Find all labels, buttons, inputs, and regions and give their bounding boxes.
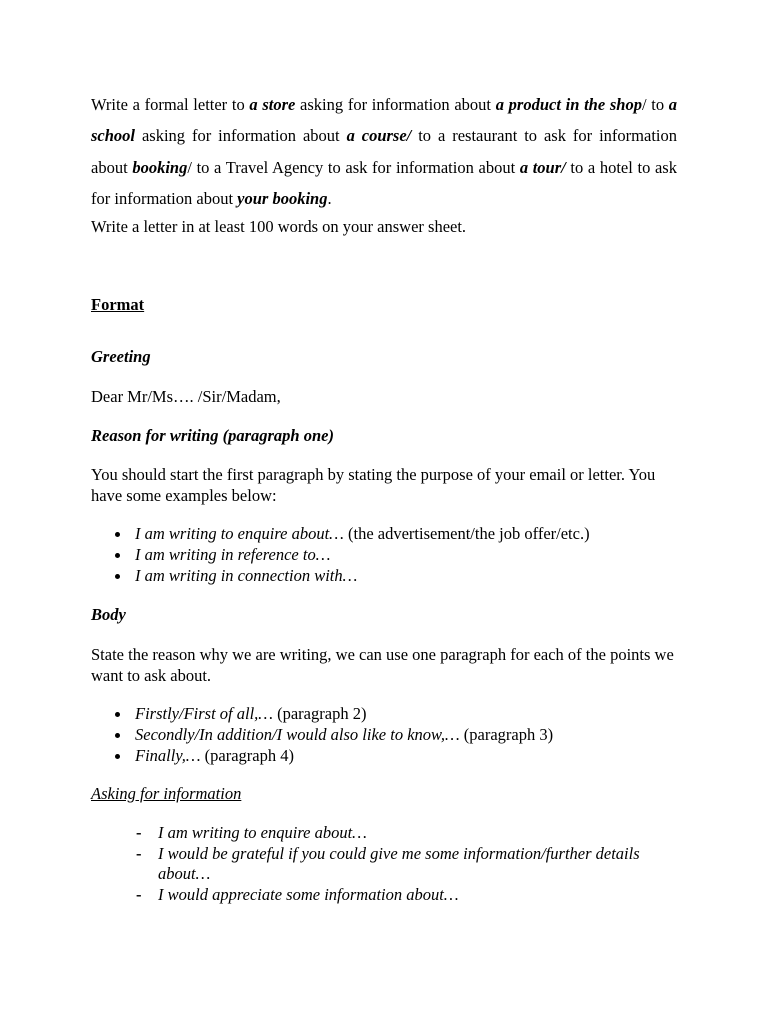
list-item: - I am writing to enquire about… [136,823,367,842]
bullet-icon [115,754,120,759]
prompt-keyword: a product in the shop [495,95,642,114]
prompt-keyword: a tour/ [519,157,566,177]
body-list [115,704,553,766]
prompt-keyword: your booking [237,188,328,208]
prompt-keyword: a school [91,95,678,146]
body-text: State the reason why we are writing, we can use one paragraph for each of the points we want to ask about. [91,645,674,685]
bullet-icon [115,733,120,738]
greeting-heading: Greeting [91,347,151,366]
reason-heading: Reason for writing (paragraph one) [91,426,334,445]
list-item: I am writing in connection with… [115,566,590,587]
dash-marker: - [136,884,142,904]
format-heading: Format [91,295,145,314]
list-item: Firstly/First of all,… (paragraph 2) [115,704,553,725]
list-item: Finally,… (paragraph 4) [115,746,553,767]
task-prompt [91,89,677,214]
prompt-text: asking for information about [295,95,496,114]
prompt-text: / to [641,95,669,114]
prompt-text: asking for information about [135,126,347,146]
list-item: I am writing to enquire about… (the advertisement/the job offer/etc.) [115,524,590,545]
list-item: - I would appreciate some information about… [136,884,459,904]
prompt-keyword: a course/ [346,126,412,146]
prompt-text: Write a formal letter to [91,95,250,114]
prompt-keyword: booking [132,157,188,177]
list-item: I am writing in reference to… [115,545,590,566]
asking-list [136,823,676,905]
greeting-text: Dear Mr/Ms…. /Sir/Madam, [91,387,281,406]
asking-heading: Asking for information [91,784,242,803]
dash-marker: - [136,823,142,842]
bullet-icon [115,574,120,579]
prompt-keyword: a store [249,95,296,114]
bullet-icon [115,712,120,717]
bullet-icon [115,532,120,537]
reason-list [115,524,590,586]
reason-text: You should start the first paragraph by stating the purpose of your email or letter. You have some examples below: [91,465,656,505]
prompt-text: to a hotel to ask for information about [91,157,677,208]
prompt-text: / to a Travel Agency to ask for information about [187,157,520,177]
list-item: - I would be grateful if you could give me some information/further details about… [136,843,640,883]
body-heading: Body [91,605,126,624]
prompt-text: . [327,188,332,208]
prompt-text: to a restaurant to ask for information about [91,126,677,177]
word-count-instruction: Write a letter in at least 100 words on your answer sheet. [91,217,467,236]
dash-marker: - [136,843,142,863]
list-item: Secondly/In addition/I would also like to know,… (paragraph 3) [115,725,553,746]
bullet-icon [115,553,120,558]
